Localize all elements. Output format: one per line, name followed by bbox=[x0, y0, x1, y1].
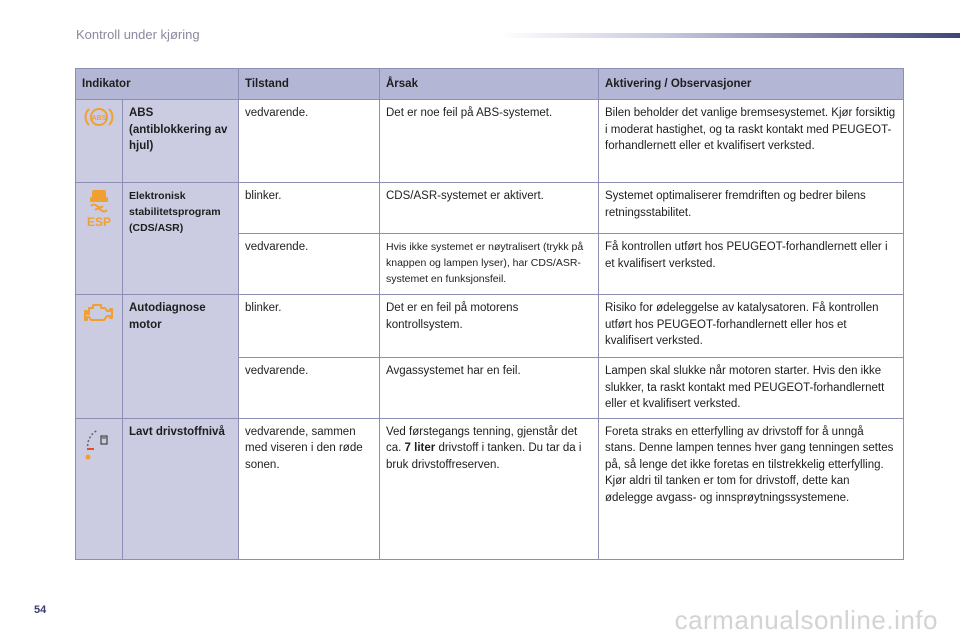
esp-icon-cell bbox=[76, 183, 123, 295]
col-header-state: Tilstand bbox=[239, 69, 380, 100]
fuel-cause-liters: 7 liter bbox=[404, 442, 436, 454]
engine-icon-cell bbox=[76, 295, 123, 419]
esp-action-2: Få kontrollen utført hos PEUGEOT-forhandlernett eller i et kvalifisert verksted. bbox=[599, 234, 904, 295]
table-row-fuel bbox=[76, 418, 904, 559]
abs-indicator-name: ABS (antiblokkering av hjul) bbox=[123, 100, 239, 183]
fuel-cause-post: drivstoff i tanken. Du tar da i bruk drivstoffreserven. bbox=[386, 442, 582, 471]
engine-cause-2: Avgassystemet har en feil. bbox=[380, 358, 599, 419]
table-row-engine-blink bbox=[76, 295, 904, 358]
col-header-cause: Årsak bbox=[380, 69, 599, 100]
abs-action: Bilen beholder det vanlige bremsesystemet. Kjør forsiktig i moderat hastighet, og ta raskt kontakt med PEUGEOT-forhandlernett eller et kvalifisert verksted. bbox=[599, 100, 904, 183]
engine-indicator-name: Autodiagnose motor bbox=[123, 295, 239, 419]
esp-cause-1: CDS/ASR-systemet er aktivert. bbox=[380, 183, 599, 234]
abs-state: vedvarende. bbox=[239, 100, 380, 183]
table-header-row bbox=[76, 69, 904, 100]
abs-cause: Det er noe feil på ABS-systemet. bbox=[380, 100, 599, 183]
esp-action-1: Systemet optimaliserer fremdriften og bedrer bilens retningsstabilitet. bbox=[599, 183, 904, 234]
abs-icon-cell bbox=[76, 100, 123, 183]
header-decor-bar bbox=[500, 33, 960, 38]
engine-state-2: vedvarende. bbox=[239, 358, 380, 419]
table-row-esp-blink bbox=[76, 183, 904, 234]
fuel-cause bbox=[380, 418, 599, 559]
indicator-table bbox=[75, 68, 904, 560]
fuel-gauge-icon bbox=[82, 424, 116, 460]
esp-indicator-name: Elektronisk stabilitetsprogram (CDS/ASR) bbox=[123, 183, 239, 295]
page-number: 54 bbox=[34, 604, 47, 616]
col-header-action: Aktivering / Observasjoner bbox=[599, 69, 904, 100]
fuel-indicator-name: Lavt drivstoffnivå bbox=[123, 418, 239, 559]
table-row-abs bbox=[76, 100, 904, 183]
fuel-action: Foreta straks en etterfylling av drivstoff for å unngå stans. Denne lampen tennes hver gang tenningen settes på, så lenge det ikke foretas en tilstrekkelig etterfylling. Kjør aldri til tanken er tom for drivstoff, dette kan ødelegge avgass- og innsprøytningssystemene. bbox=[599, 418, 904, 559]
esp-state-1: blinker. bbox=[239, 183, 380, 234]
watermark: carmanualsonline.info bbox=[674, 605, 938, 635]
esp-skid-icon bbox=[82, 188, 116, 228]
engine-action-1: Risiko for ødeleggelse av katalysatoren. Få kontrollen utført hos PEUGEOT-forhandlernett eller hos et kvalifisert verksted. bbox=[599, 295, 904, 358]
engine-action-2: Lampen skal slukke når motoren starter. Hvis den ikke slukker, ta raskt kontakt med PEUGEOT-forhandlernett eller et kvalifisert verksted. bbox=[599, 358, 904, 419]
esp-icon-label: ESP bbox=[86, 215, 112, 228]
esp-cause-2: Hvis ikke systemet er nøytralisert (trykk på knappen og lampen lyser), har CDS/ASR-systemet en funksjonsfeil. bbox=[380, 234, 599, 295]
col-header-indicator: Indikator bbox=[76, 69, 239, 100]
engine-check-icon bbox=[82, 300, 116, 324]
abs-warning-icon bbox=[82, 105, 116, 129]
engine-cause-1: Det er en feil på motorens kontrollsystem. bbox=[380, 295, 599, 358]
esp-state-2: vedvarende. bbox=[239, 234, 380, 295]
svg-text:ABS: ABS bbox=[91, 115, 107, 122]
page-header-title: Kontroll under kjøring bbox=[76, 27, 200, 42]
engine-state-1: blinker. bbox=[239, 295, 380, 358]
fuel-cause-pre: Ved førstegangs tenning, gjenstår det ca. bbox=[386, 425, 578, 454]
fuel-state: vedvarende, sammen med viseren i den røde sonen. bbox=[239, 418, 380, 559]
fuel-icon-cell bbox=[76, 418, 123, 559]
